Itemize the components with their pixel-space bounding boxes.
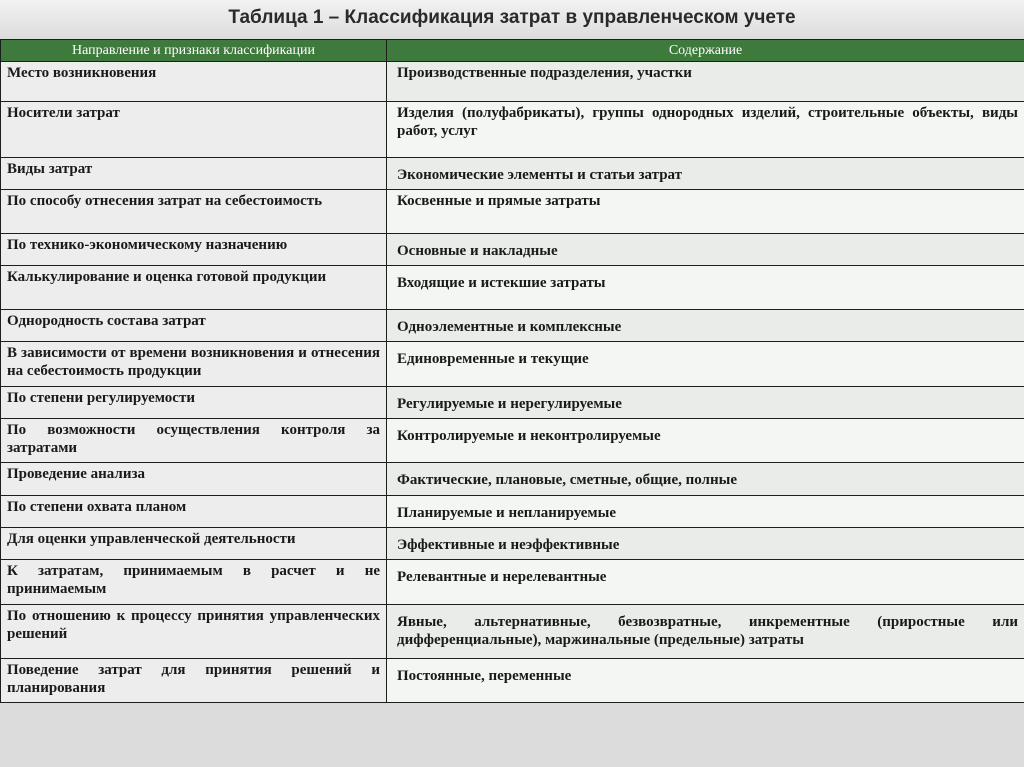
- table-row: [1, 102, 1024, 158]
- content-cell: Планируемые и непланируемые: [387, 496, 1024, 528]
- content-cell: Постоянные, переменные: [387, 659, 1024, 703]
- table-row: [1, 605, 1024, 659]
- criterion-cell: По отношению к процессу принятия управленческих решений: [1, 605, 387, 659]
- content-cell: Изделия (полуфабрикаты), группы однородных изделий, строительные объекты, виды работ, услуг: [387, 102, 1024, 158]
- table-row: [1, 496, 1024, 528]
- content-cell: Входящие и истекшие затраты: [387, 266, 1024, 310]
- criterion-cell: В зависимости от времени возникновения и отнесения на себестоимость продукции: [1, 342, 387, 387]
- content-cell: Экономические элементы и статьи затрат: [387, 158, 1024, 190]
- criterion-cell: К затратам, принимаемым в расчет и не принимаемым: [1, 560, 387, 605]
- criterion-cell: По технико-экономическому назначению: [1, 234, 387, 266]
- content-cell: Релевантные и нерелевантные: [387, 560, 1024, 605]
- criterion-cell: По возможности осуществления контроля за затратами: [1, 419, 387, 463]
- table-row: [1, 190, 1024, 234]
- table-row: [1, 463, 1024, 496]
- table-row: [1, 158, 1024, 190]
- table-row: [1, 419, 1024, 463]
- table-row: [1, 387, 1024, 419]
- content-cell: Эффективные и неэффективные: [387, 528, 1024, 560]
- criterion-cell: Носители затрат: [1, 102, 387, 158]
- criterion-cell: По степени охвата планом: [1, 496, 387, 528]
- criterion-cell: Однородность состава затрат: [1, 310, 387, 342]
- column-header-content: Содержание: [387, 40, 1024, 62]
- content-cell: Единовременные и текущие: [387, 342, 1024, 387]
- content-cell: Производственные подразделения, участки: [387, 62, 1024, 102]
- criterion-cell: Виды затрат: [1, 158, 387, 190]
- table-row: [1, 266, 1024, 310]
- table-row: [1, 342, 1024, 387]
- criterion-cell: Место возникновения: [1, 62, 387, 102]
- content-cell: Основные и накладные: [387, 234, 1024, 266]
- criterion-cell: По способу отнесения затрат на себестоимость: [1, 190, 387, 234]
- table-row: [1, 310, 1024, 342]
- content-cell: Регулируемые и нерегулируемые: [387, 387, 1024, 419]
- criterion-cell: Поведение затрат для принятия решений и планирования: [1, 659, 387, 703]
- column-header-criteria: Направление и признаки классификации: [1, 40, 387, 62]
- table-row: [1, 528, 1024, 560]
- content-cell: Фактические, плановые, сметные, общие, полные: [387, 463, 1024, 496]
- content-cell: Явные, альтернативные, безвозвратные, инкрементные (приростные или дифференциальные), маржинальные (предельные) затраты: [387, 605, 1024, 659]
- criterion-cell: Для оценки управленческой деятельности: [1, 528, 387, 560]
- criterion-cell: По степени регулируемости: [1, 387, 387, 419]
- criterion-cell: Проведение анализа: [1, 463, 387, 496]
- content-cell: Контролируемые и неконтролируемые: [387, 419, 1024, 463]
- table-row: [1, 560, 1024, 605]
- content-cell: Косвенные и прямые затраты: [387, 190, 1024, 234]
- table-header-row: [1, 40, 1024, 62]
- title-bar: [0, 0, 1024, 36]
- table-row: [1, 659, 1024, 703]
- table-row: [1, 234, 1024, 266]
- table-row: [1, 62, 1024, 102]
- classification-table: [0, 39, 1024, 703]
- criterion-cell: Калькулирование и оценка готовой продукции: [1, 266, 387, 310]
- table-title: Таблица 1 – Классификация затрат в управленческом учете: [228, 7, 796, 28]
- content-cell: Одноэлементные и комплексные: [387, 310, 1024, 342]
